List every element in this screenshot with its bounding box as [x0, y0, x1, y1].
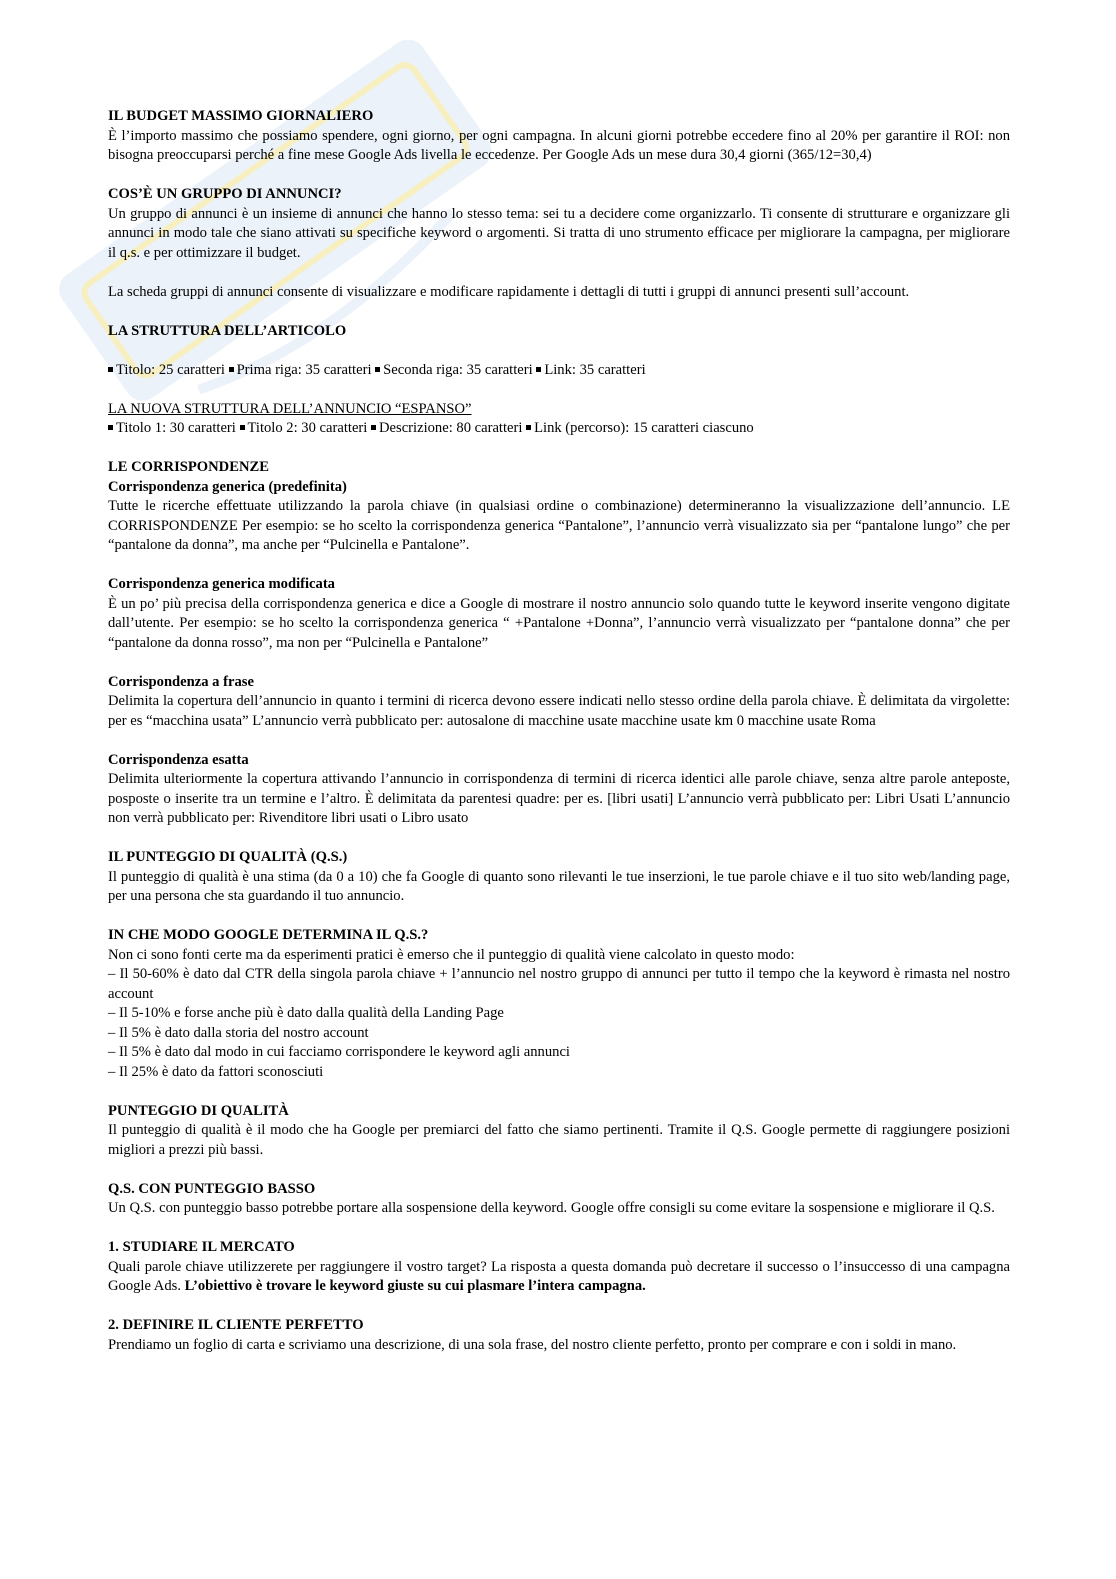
section-title: IL PUNTEGGIO DI QUALITÀ (Q.S.) [108, 849, 348, 865]
list-item: Prima riga: 35 caratteri [236, 361, 372, 378]
list-item: Titolo 1: 30 caratteri [116, 420, 236, 436]
section-title: LE CORRISPONDENZE [108, 459, 269, 475]
list-item: – Il 5% è dato dal modo in cui facciamo corrispondere le keyword agli annunci [108, 1044, 570, 1060]
bullet-square-icon [108, 367, 113, 372]
paragraph-bold: L’obiettivo è trovare le keyword giuste su cui plasmare l’intera campagna. [184, 1278, 646, 1294]
section-generica-modificata [108, 575, 1010, 653]
section-cliente [108, 1316, 1010, 1355]
section-determina [108, 926, 1010, 1082]
section-frase [108, 673, 1010, 732]
paragraph: Un gruppo di annunci è un insieme di annunci che hanno lo stesso tema: sei tu a decidere come organizzarlo. Ti consente di strutturare e organizzare gli annunci in modo tale che siano attivati su specifiche keyword o argomenti. Si tratta di uno strumento efficace per migliorare la campagna, per migliorare il q.s. e per ottimizzare il budget. [108, 205, 1010, 261]
bullet-square-icon [375, 367, 380, 372]
section-title: IN CHE MODO GOOGLE DETERMINA IL Q.S.? [108, 927, 429, 943]
bullet-square-icon [108, 425, 113, 430]
list-item: Link: 35 caratteri [544, 361, 646, 378]
section-title: PUNTEGGIO DI QUALITÀ [108, 1102, 289, 1119]
section-esatta [108, 751, 1010, 829]
bullet-square-icon [229, 367, 234, 372]
paragraph: Delimita la copertura dell’annuncio in quanto i termini di ricerca devono essere indicati nello stesso ordine della parola chiave. È delimitata da virgolette: per es “macchina usata” L’annuncio verrà pubblicato per: autosalone di macchine usate macchine usate km 0 macchine usate Roma [108, 693, 1010, 729]
bullet-square-icon [371, 425, 376, 430]
paragraph: Prendiamo un foglio di carta e scriviamo una descrizione, di una sola frase, del nostro cliente perfetto, pronto per comprare e con i soldi in mano. [108, 1336, 957, 1353]
paragraph: Il punteggio di qualità è una stima (da 0 a 10) che fa Google di quanto sono rilevanti le tue inserzioni, le tue parole chiave e il tuo sito web/landing page, per una persona che sta guardando il tuo annuncio. [108, 868, 1010, 904]
section-mercato [108, 1238, 1010, 1297]
subsection-title: Corrispondenza esatta [108, 751, 249, 768]
list-item: Descrizione: 80 caratteri [379, 420, 523, 436]
paragraph [108, 1258, 1010, 1297]
section-basso [108, 1180, 1010, 1219]
section-title: LA STRUTTURA DELL’ARTICOLO [108, 322, 347, 339]
subsection-title: Corrispondenza generica modificata [108, 576, 335, 592]
section-qs [108, 848, 1010, 907]
list-item: Seconda riga: 35 caratteri [383, 361, 533, 378]
section-punteggio [108, 1102, 1010, 1161]
paragraph: È un po’ più precisa della corrispondenza generica e dice a Google di mostrare il nostro annuncio solo quando tutte le keyword inserite vengono digitate dall’utente. Per esempio: se ho scelto la corrispondenza generica “ +Pantalone +Donna”, l’annuncio verrà visualizzato per “pantalone donna” che per “pantalone da donna rosso”, ma non per “Pulcinella e Pantalone” [108, 595, 1010, 651]
section-nuova-struttura [108, 400, 1010, 439]
bullet-square-icon [240, 425, 245, 430]
list-item: Link (percorso): 15 caratteri ciascuno [534, 420, 754, 436]
section-title: 2. DEFINIRE IL CLIENTE PERFETTO [108, 1317, 364, 1333]
section-gruppo [108, 185, 1010, 263]
section-budget [108, 107, 1010, 166]
section-title: IL BUDGET MASSIMO GIORNALIERO [108, 108, 374, 124]
paragraph: Un Q.S. con punteggio basso potrebbe portare alla sospensione della keyword. Google offre consigli su come evitare la sospensione e migliorare il Q.S. [108, 1200, 995, 1216]
subsection-title: Corrispondenza a frase [108, 673, 254, 690]
section-gruppo-scheda [108, 283, 1010, 303]
bullet-square-icon [536, 367, 541, 372]
paragraph: Il punteggio di qualità è il modo che ha Google per premiarci del fatto che siamo pertinenti. Tramite il Q.S. Google permette di raggiungere posizioni migliori a prezzi più bassi. [108, 1122, 1010, 1158]
document-page [108, 107, 1010, 1355]
section-struttura [108, 322, 1010, 342]
section-title: COS’È UN GRUPPO DI ANNUNCI? [108, 186, 342, 202]
list-item: Titolo 2: 30 caratteri [247, 420, 368, 436]
section-title: 1. STUDIARE IL MERCATO [108, 1239, 295, 1255]
paragraph-text: Quali parole chiave utilizzerete per raggiungere il vostro target? La risposta a questa domanda può decretare il successo o l’insuccesso di una campagna Google Ads. [108, 1258, 1010, 1294]
list-item: – Il 5-10% e forse anche più è dato dalla qualità della Landing Page [108, 1005, 504, 1021]
subsection-title: LA NUOVA STRUTTURA DELL’ANNUNCIO “ESPANSO” [108, 400, 472, 417]
subsection-title: Corrispondenza generica (predefinita) [108, 478, 347, 495]
struttura-list [108, 361, 1010, 381]
section-title: Q.S. CON PUNTEGGIO BASSO [108, 1180, 316, 1197]
section-corrispondenze [108, 458, 1010, 556]
list-item: Titolo: 25 caratteri [116, 361, 225, 378]
list-item: – Il 25% è dato da fattori sconosciuti [108, 1063, 324, 1080]
paragraph: Non ci sono fonti certe ma da esperimenti pratici è emerso che il punteggio di qualità viene calcolato in questo modo: [108, 946, 795, 963]
paragraph: Tutte le ricerche effettuate utilizzando la parola chiave (in qualsiasi ordine o combinazione) determineranno la visualizzazione dell’annuncio. LE CORRISPONDENZE Per esempio: se ho scelto la corrispondenza generica “Pantalone”, l’annuncio verrà visualizzato sia per “pantalone lungo” che per “pantalone da donna”, ma anche per “Pulcinella e Pantalone”. [108, 498, 1010, 553]
paragraph: Delimita ulteriormente la copertura attivando l’annuncio in corrispondenza di termini di ricerca identici alle parole chiave, senza altre parole anteposte, posposte o inserite tra un termine e l’altro. È delimitata da parentesi quadre: per es. [libri usati] L’annuncio verrà pubblicato per: Libri Usati L’annuncio non verrà pubblicato per: Rivenditore libri usati o Libro usato [108, 771, 1010, 826]
paragraph: La scheda gruppi di annunci consente di visualizzare e modificare rapidamente i dettagli di tutti i gruppi di annunci presenti sull’account. [108, 283, 910, 300]
list-item: – Il 50-60% è dato dal CTR della singola parola chiave + l’annuncio nel nostro gruppo di annunci per tutto il tempo che la keyword è rimasta nel nostro account [108, 966, 1010, 1002]
bullet-square-icon [526, 425, 531, 430]
paragraph: È l’importo massimo che possiamo spendere, ogni giorno, per ogni campagna. In alcuni giorni potrebbe eccedere fino al 20% per garantire il ROI: non bisogna preoccuparsi perché a fine mese Google Ads livella le eccedenze. Per Google Ads un mese dura 30,4 giorni (365/12=30,4) [108, 127, 1010, 163]
list-item: – Il 5% è dato dalla storia del nostro account [108, 1024, 369, 1041]
